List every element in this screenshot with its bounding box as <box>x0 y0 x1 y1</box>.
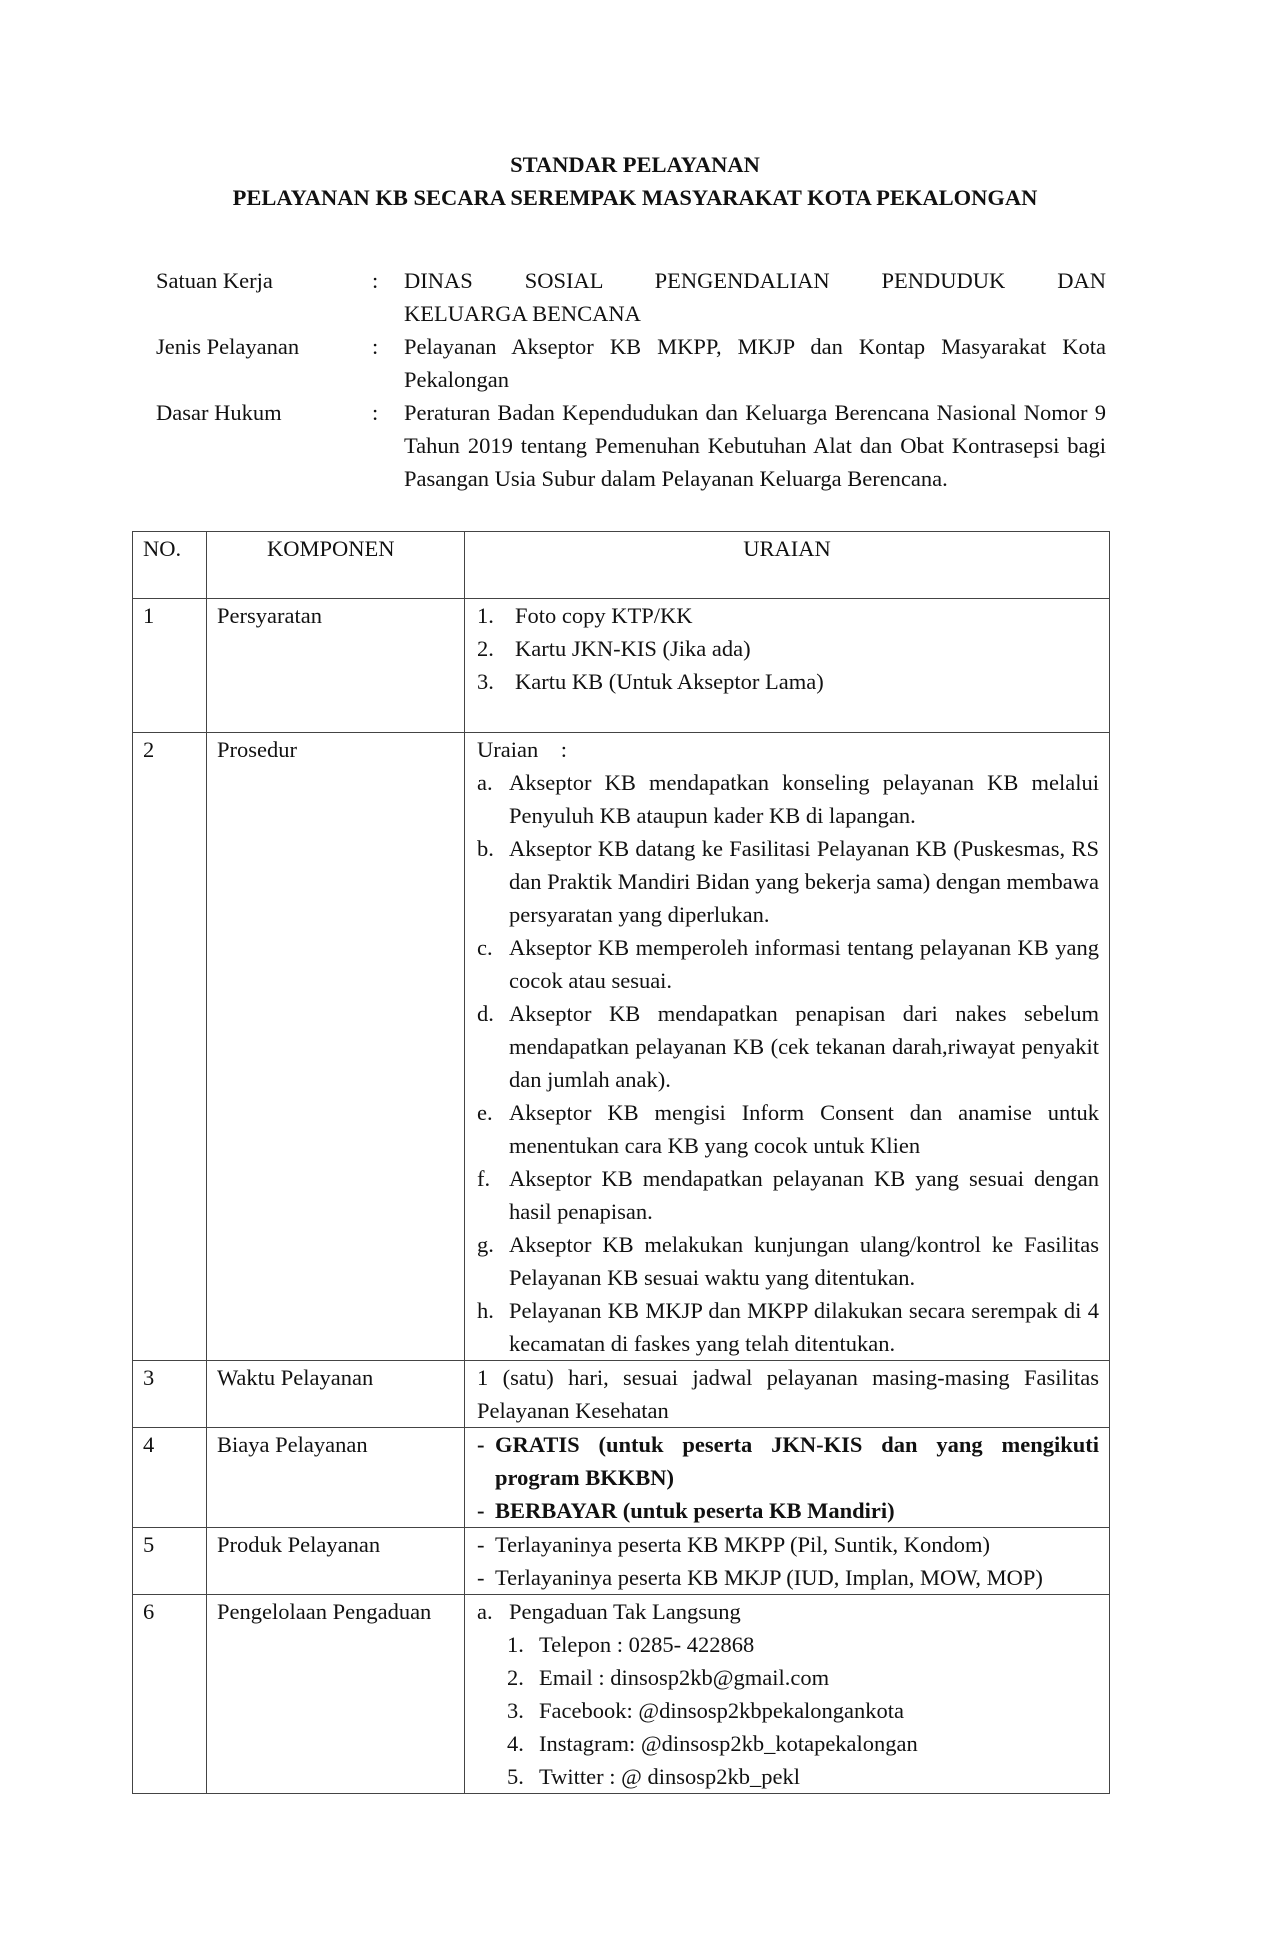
procedure-intro: Uraian : <box>477 737 567 762</box>
document-title <box>0 148 1270 214</box>
table-row <box>133 1428 1110 1528</box>
row-no: 6 <box>133 1595 207 1794</box>
info-label: Jenis Pelayanan <box>156 334 300 359</box>
info-value-line: Pekalongan <box>404 367 509 392</box>
list-item: h. Pelayanan KB MKJP dan MKPP dilakukan secara serempak di 4 kecamatan di faskes yang telah ditentukan. <box>477 1298 1099 1356</box>
row-uraian <box>465 733 1110 1361</box>
list-item: - GRATIS (untuk peserta JKN-KIS dan yang mengikuti program BKKBN) <box>477 1432 1099 1490</box>
list-item: 5. Twitter : @ dinsosp2kb_pekl <box>507 1764 801 1789</box>
list-item: f. Akseptor KB mendapatkan pelayanan KB yang sesuai dengan hasil penapisan. <box>477 1166 1099 1224</box>
list-item: - Terlayaninya peserta KB MKPP (Pil, Suntik, Kondom) <box>477 1532 991 1557</box>
list-item: 3. Kartu KB (Untuk Akseptor Lama) <box>477 669 824 694</box>
info-label: Dasar Hukum <box>156 400 282 425</box>
list-item: 3. Facebook: @dinsosp2kbpekalongankota <box>507 1698 905 1723</box>
list-item: b. Akseptor KB datang ke Fasilitasi Pelayanan KB (Puskesmas, RS dan Praktik Mandiri Bidan yang bekerja sama) dengan membawa persyaratan yang diperlukan. <box>477 836 1099 927</box>
list-item: 2. Email : dinsosp2kb@gmail.com <box>507 1665 830 1690</box>
standard-table <box>132 531 1110 1794</box>
row-uraian <box>465 1528 1110 1595</box>
list-item: 4. Instagram: @dinsosp2kb_kotapekalongan <box>507 1731 918 1756</box>
list-item: a. Akseptor KB mendapatkan konseling pelayanan KB melalui Penyuluh KB ataupun kader KB di lapangan. <box>477 770 1099 828</box>
row-komponen: Prosedur <box>207 733 465 1361</box>
row-komponen: Pengelolaan Pengaduan <box>207 1595 465 1794</box>
row-uraian <box>465 599 1110 733</box>
info-colon: : <box>372 334 379 359</box>
list-item: g. Akseptor KB melakukan kunjungan ulang/kontrol ke Fasilitas Pelayanan KB sesuai waktu yang ditentukan. <box>477 1232 1099 1290</box>
row-no: 1 <box>133 599 207 733</box>
info-value-line: KELUARGA BENCANA <box>404 301 641 326</box>
row-komponen: Persyaratan <box>207 599 465 733</box>
complaint-heading: a. Pengaduan Tak Langsung <box>477 1599 741 1624</box>
list-item: 1. Telepon : 0285- 422868 <box>507 1632 755 1657</box>
list-item: 1. Foto copy KTP/KK <box>477 603 693 628</box>
info-colon: : <box>372 400 379 425</box>
list-item: d. Akseptor KB mendapatkan penapisan dari nakes sebelum mendapatkan pelayanan KB (cek tekanan darah,riwayat penyakit dan jumlah anak). <box>477 1001 1099 1092</box>
row-no: 5 <box>133 1528 207 1595</box>
info-value-line: Pelayanan Akseptor KB MKPP, MKJP dan Kontap Masyarakat Kota <box>404 334 1106 359</box>
row-no: 2 <box>133 733 207 1361</box>
info-value <box>404 330 1106 396</box>
table-row <box>133 733 1110 1361</box>
info-colon: : <box>372 268 379 293</box>
row-uraian: 1 (satu) hari, sesuai jadwal pelayanan masing-masing Fasilitas Pelayanan Kesehatan <box>465 1361 1110 1428</box>
info-value <box>404 264 1106 330</box>
title-line-2: PELAYANAN KB SECARA SEREMPAK MASYARAKAT KOTA PEKALONGAN <box>232 185 1038 210</box>
info-value-line: DINAS SOSIAL PENGENDALIAN PENDUDUK DAN <box>404 268 1106 293</box>
row-uraian <box>465 1595 1110 1794</box>
header-uraian: URAIAN <box>465 532 1110 599</box>
row-uraian <box>465 1428 1110 1528</box>
title-line-1: STANDAR PELAYANAN <box>510 152 760 177</box>
table-row <box>133 599 1110 733</box>
table-row <box>133 1361 1110 1428</box>
table-row <box>133 1528 1110 1595</box>
table-row <box>133 1595 1110 1794</box>
table-header-row <box>133 532 1110 599</box>
header-komponen: KOMPONEN <box>207 532 465 599</box>
list-item: c. Akseptor KB memperoleh informasi tentang pelayanan KB yang cocok atau sesuai. <box>477 935 1099 993</box>
row-no: 3 <box>133 1361 207 1428</box>
list-item: - Terlayaninya peserta KB MKJP (IUD, Implan, MOW, MOP) <box>477 1565 1043 1590</box>
row-no: 4 <box>133 1428 207 1528</box>
row-komponen: Biaya Pelayanan <box>207 1428 465 1528</box>
list-item: - BERBAYAR (untuk peserta KB Mandiri) <box>477 1498 895 1523</box>
info-label: Satuan Kerja <box>156 268 273 293</box>
row-komponen: Produk Pelayanan <box>207 1528 465 1595</box>
list-item: e. Akseptor KB mengisi Inform Consent dan anamise untuk menentukan cara KB yang cocok untuk Klien <box>477 1100 1099 1158</box>
header-no: NO. <box>133 532 207 599</box>
row-komponen: Waktu Pelayanan <box>207 1361 465 1428</box>
list-item: 2. Kartu JKN-KIS (Jika ada) <box>477 636 751 661</box>
info-value: Peraturan Badan Kependudukan dan Keluarga Berencana Nasional Nomor 9 Tahun 2019 tentang Pemenuhan Kebutuhan Alat dan Obat Kontrasepsi bagi Pasangan Usia Subur dalam Pelayanan Keluarga Berencana. <box>404 400 1106 491</box>
